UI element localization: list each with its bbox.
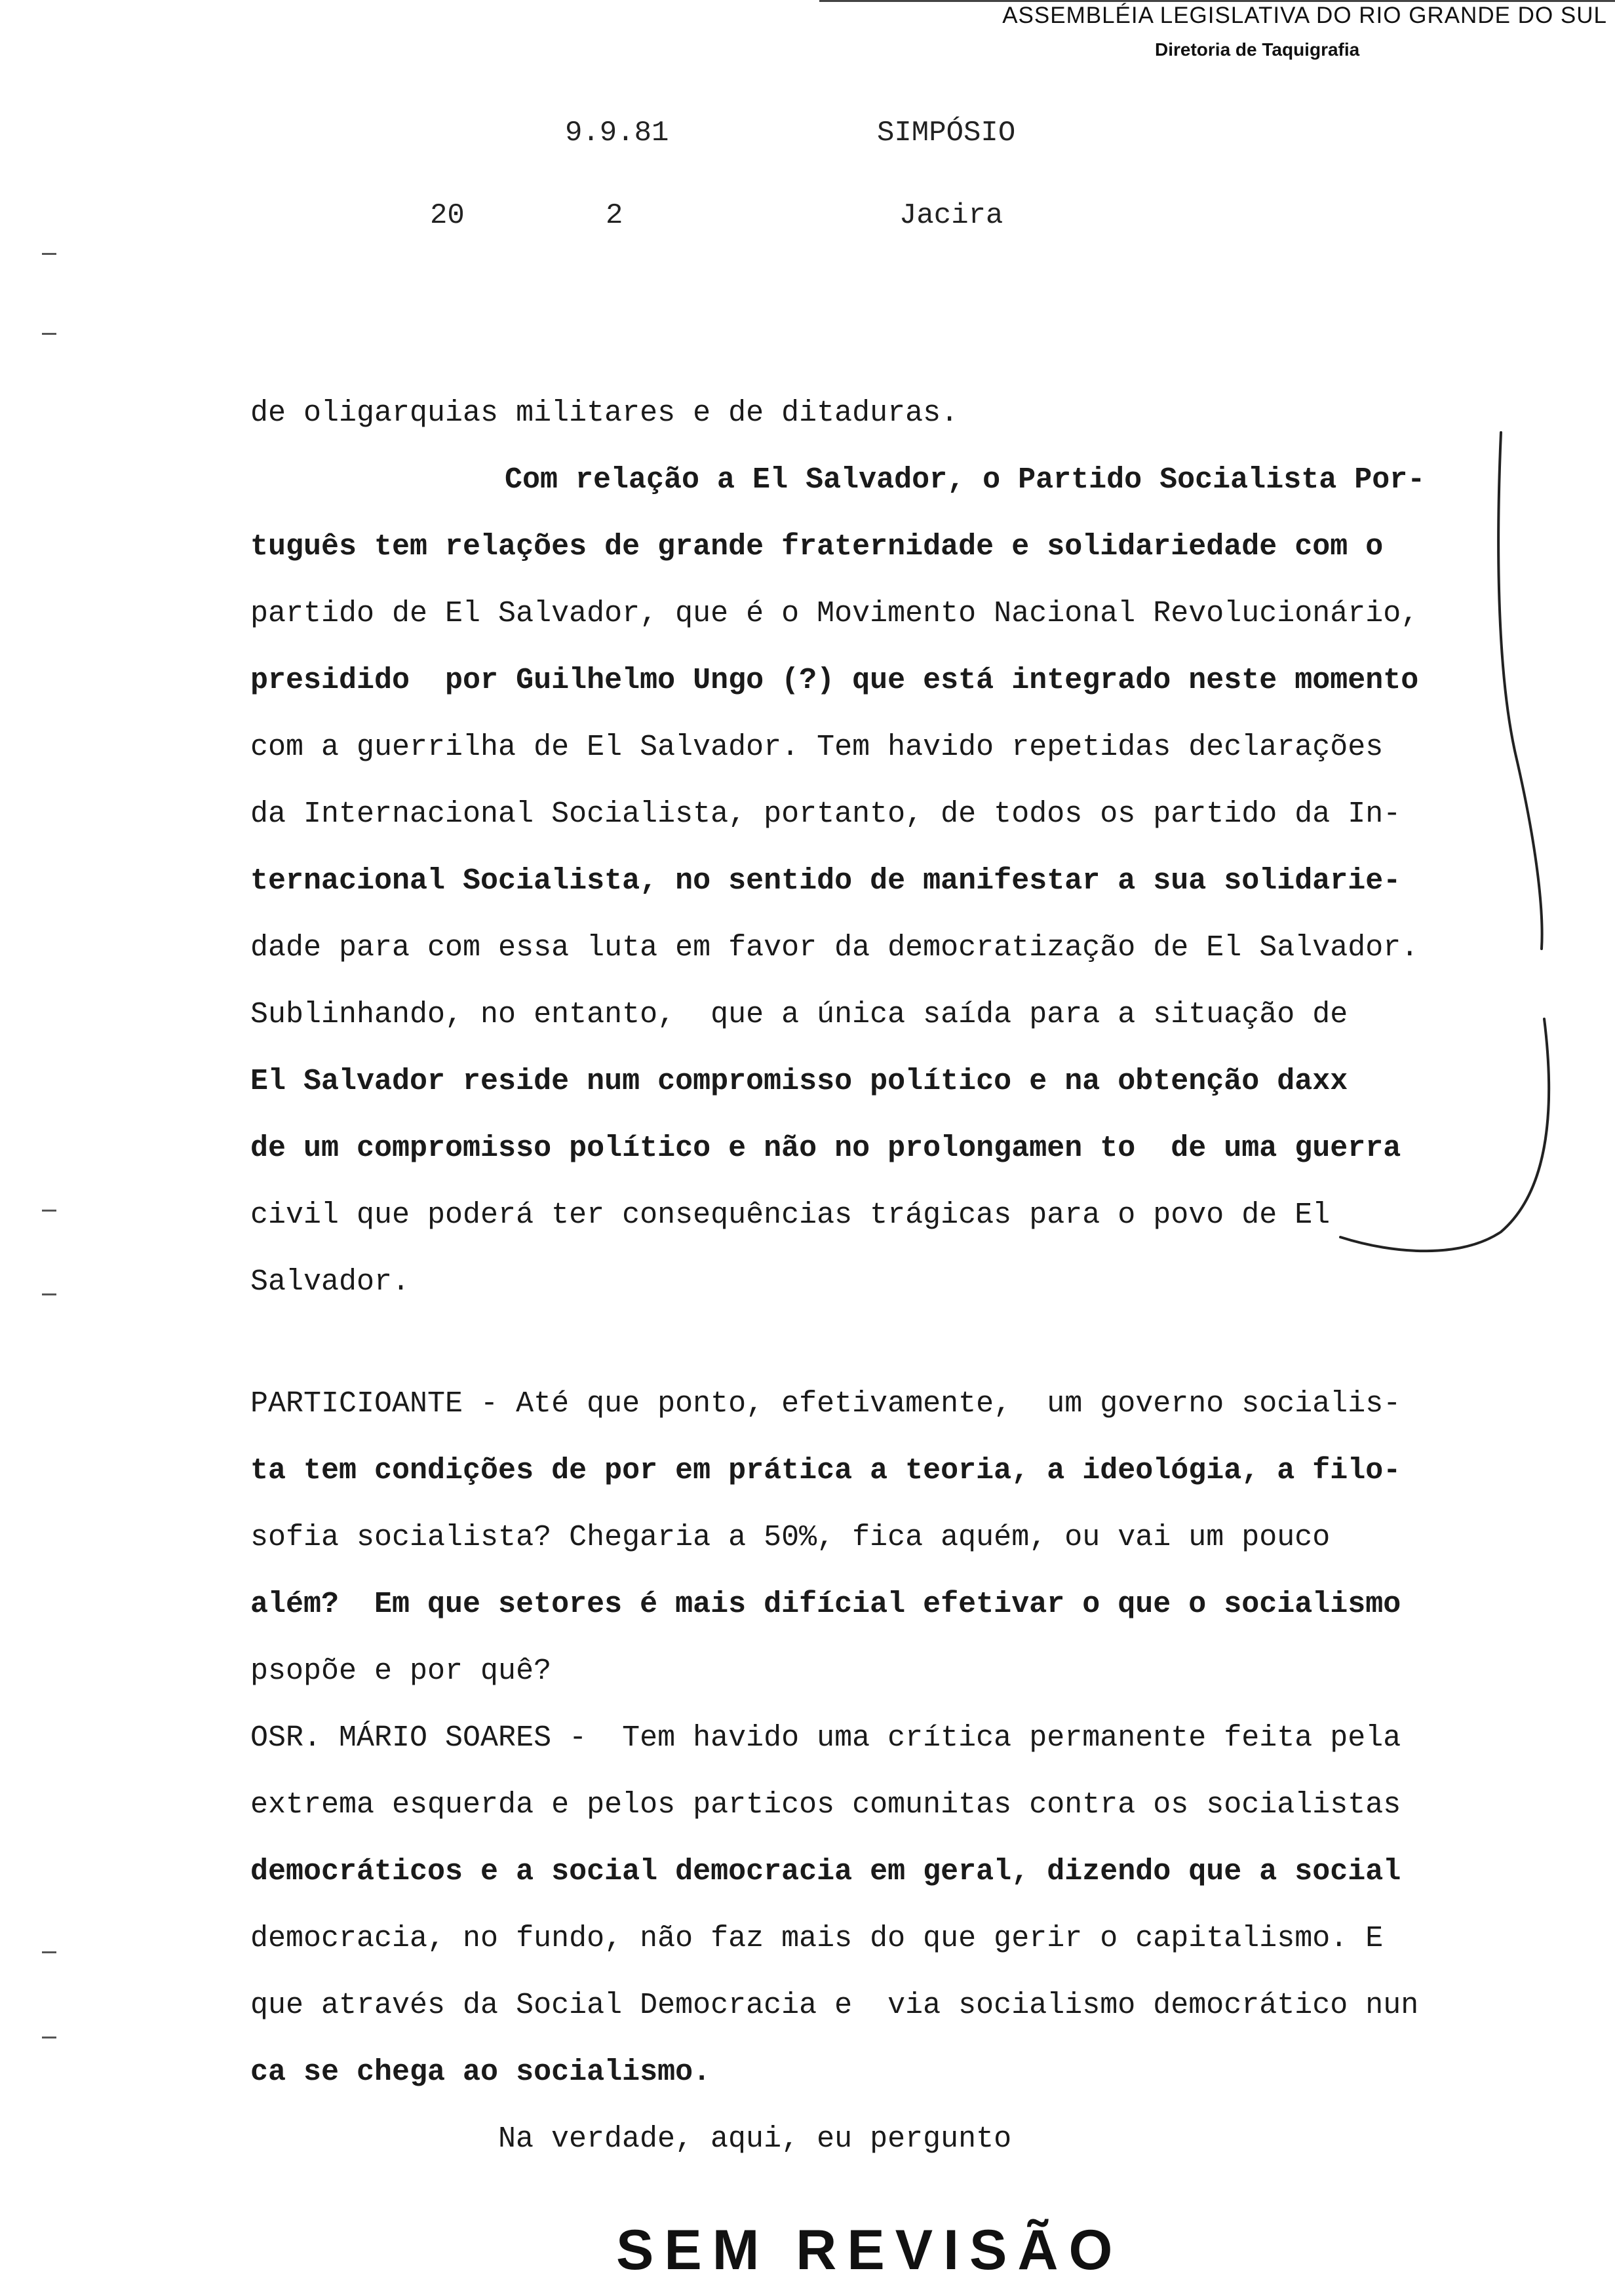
organization-header: ASSEMBLÉIA LEGISLATIVA DO RIO GRANDE DO SUL	[1002, 3, 1607, 28]
body-line: além? Em que setores é mais difícial efetivar o que o socialismo	[250, 1588, 1401, 1621]
department-subheader: Diretoria de Taquigrafia	[1155, 39, 1360, 60]
stenographer-name: Jacira	[899, 199, 1003, 232]
no-revision-stamp: SEM REVISÃO	[616, 2219, 1123, 2282]
body-line: psopõe e por quê?	[250, 1655, 552, 1688]
margin-tick	[42, 333, 56, 335]
body-line: democracia, no fundo, não faz mais do que gerir o capitalismo. E	[250, 1922, 1384, 1955]
body-line: tuguês tem relações de grande fraternidade e solidariedade com o	[250, 530, 1384, 564]
body-line: que através da Social Democracia e via socialismo democrático nun	[250, 1989, 1419, 2022]
header-top-rule	[819, 0, 1615, 2]
margin-tick	[42, 253, 56, 255]
body-line: extrema esquerda e pelos particos comunitas contra os socialistas	[250, 1788, 1401, 1822]
body-line: El Salvador reside num compromisso político e na obtenção daxx	[250, 1065, 1348, 1098]
page-number: 2	[606, 199, 623, 232]
body-line: Sublinhando, no entanto, que a única saída para a situação de	[250, 998, 1348, 1031]
body-line: de um compromisso político e não no prolongamen to de uma guerra	[250, 1132, 1401, 1165]
body-line: democráticos e a social democracia em geral, dizendo que a social	[250, 1855, 1401, 1888]
body-line: Na verdade, aqui, eu pergunto	[498, 2122, 1012, 2156]
session-date: 9.9.81	[565, 117, 669, 149]
body-line: OSR. MÁRIO SOARES - Tem havido uma crítica permanente feita pela	[250, 1721, 1401, 1755]
body-line: sofia socialista? Chegaria a 50%, fica aquém, ou vai um pouco	[250, 1521, 1331, 1554]
body-line: de oligarquias militares e de ditaduras.	[250, 396, 959, 430]
event-name: SIMPÓSIO	[877, 117, 1016, 149]
body-line: dade para com essa luta em favor da democratização de El Salvador.	[250, 931, 1419, 965]
margin-tick	[42, 1210, 56, 1212]
body-line: com a guerrilha de El Salvador. Tem havido repetidas declarações	[250, 731, 1384, 764]
margin-tick	[42, 2037, 56, 2038]
body-line: da Internacional Socialista, portanto, de todos os partido da In-	[250, 797, 1401, 831]
body-line: ternacional Socialista, no sentido de manifestar a sua solidarie-	[250, 864, 1401, 898]
body-line: civil que poderá ter consequências trágicas para o povo de El	[250, 1198, 1331, 1232]
body-line: ta tem condições de por em prática a teoria, a ideológia, a filo-	[250, 1454, 1401, 1487]
body-line: presidido por Guilhelmo Ungo (?) que está integrado neste momento	[250, 664, 1419, 697]
margin-tick	[42, 1293, 56, 1295]
margin-tick	[42, 1951, 56, 1953]
sheet-number: 20	[430, 199, 465, 232]
body-line: Salvador.	[250, 1265, 410, 1299]
body-line: PARTICIOANTE - Até que ponto, efetivamente, um governo socialis-	[250, 1387, 1401, 1421]
body-line: ca se chega ao socialismo.	[250, 2056, 711, 2089]
body-line: Com relação a El Salvador, o Partido Socialista Por-	[505, 463, 1426, 497]
body-line: partido de El Salvador, que é o Movimento Nacional Revolucionário,	[250, 597, 1419, 630]
